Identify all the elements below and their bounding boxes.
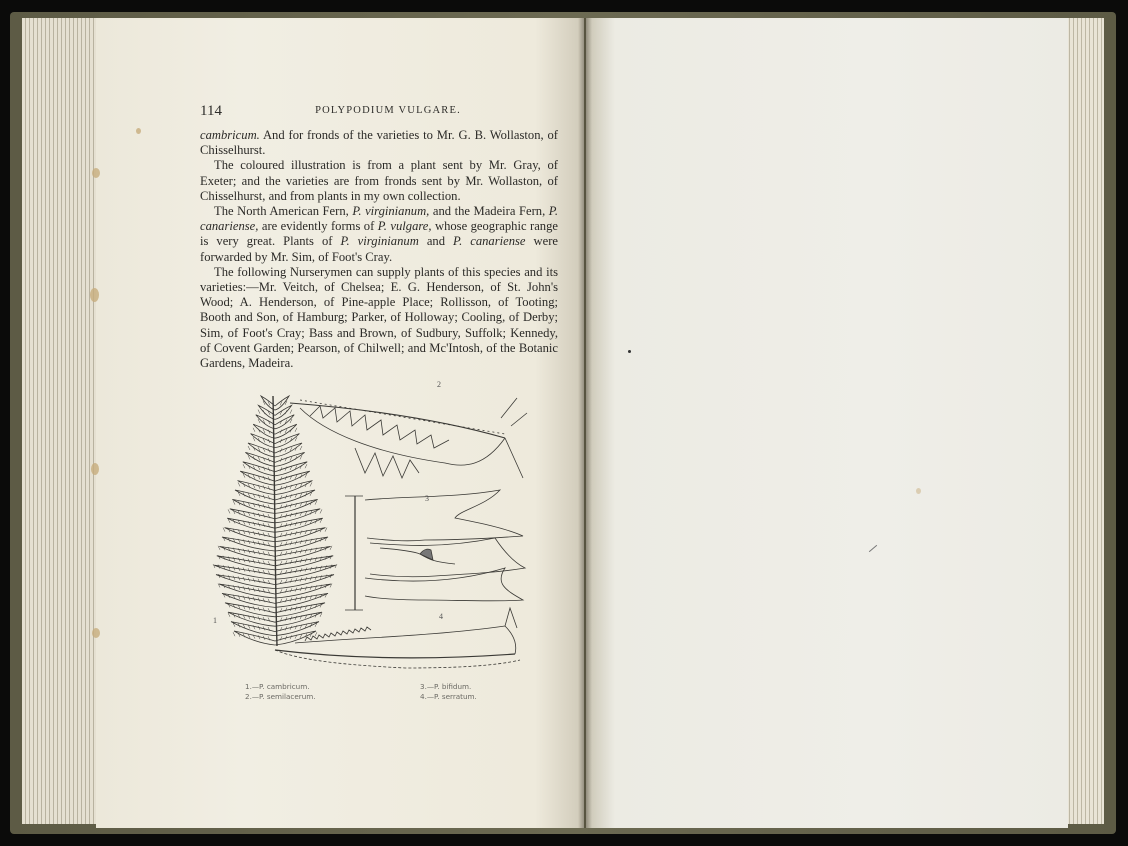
hatch-line — [263, 589, 265, 593]
hatch-line — [233, 501, 235, 505]
hatch-line — [233, 585, 235, 589]
hatch-line — [290, 494, 292, 498]
hatch-line — [315, 576, 317, 580]
hatch-line — [305, 464, 307, 468]
figure-number-4: 4 — [439, 612, 443, 621]
text-run: whose geographic range is very great. Plants of — [200, 219, 558, 249]
italic-text: P. virginianum — [340, 234, 419, 249]
pinna — [275, 434, 299, 448]
hatch-line — [248, 531, 250, 535]
hatch-line — [325, 528, 327, 532]
pinna — [275, 443, 302, 457]
hatch-line — [238, 482, 240, 486]
italic-text: P. virginianum, — [352, 204, 430, 219]
text-run: were forwarded by Mr. Sim, of Foot's Cray. — [200, 234, 558, 264]
page-edges-left — [22, 18, 102, 824]
hatch-line — [290, 579, 292, 583]
hatch-line — [310, 482, 312, 486]
body-paragraph — [200, 128, 558, 158]
hatch-line — [228, 566, 230, 570]
hatch-line — [258, 485, 260, 489]
pinna — [231, 622, 275, 636]
hatch-line — [258, 410, 260, 414]
caption-3: 3.—P. bifidum. — [420, 682, 472, 691]
italic-text: P. canariense — [453, 234, 526, 249]
hatch-line — [285, 608, 287, 612]
hatch-line — [300, 446, 302, 450]
hatch-line — [285, 589, 287, 593]
caption-4: 4.—P. serratum. — [420, 692, 477, 701]
book-gutter — [578, 18, 592, 828]
hatch-line — [263, 467, 265, 471]
text-run: The North American Fern, — [214, 204, 353, 219]
hatch-line — [320, 566, 322, 570]
pinna — [240, 471, 275, 485]
foxing-spot — [136, 128, 141, 134]
hatch-line — [305, 596, 307, 600]
hatch-line — [285, 429, 287, 433]
hatch-line — [243, 596, 245, 600]
hatch-line — [325, 556, 327, 560]
hatch-line — [295, 512, 297, 516]
hatch-line — [285, 598, 287, 602]
foxing-spot — [91, 463, 99, 475]
foxing-spot — [90, 288, 99, 302]
hatch-line — [238, 548, 240, 552]
figure-number-2: 2 — [437, 380, 441, 389]
text-run: The coloured illustration is from a plant sent by Mr. Gray, of Exeter; and the varieties are from fronds sent by Mr. Wollaston, of Chisselhurst, and from plants in my own collection. — [200, 158, 558, 203]
hatch-line — [280, 495, 282, 499]
hatch-line — [315, 501, 317, 505]
hatch-line — [223, 528, 225, 532]
pinna — [217, 556, 275, 570]
hatch-line — [310, 548, 312, 552]
pinna — [275, 518, 323, 532]
text-run: and — [418, 234, 454, 249]
hatch-line — [243, 464, 245, 468]
hatch-line — [335, 564, 337, 568]
pinna — [230, 509, 275, 523]
hatch-line — [213, 564, 215, 568]
body-paragraph — [200, 204, 558, 265]
hatch-line — [295, 625, 297, 629]
hatch-line — [315, 632, 317, 636]
hatch-line — [243, 539, 245, 543]
hatch-line — [315, 557, 317, 561]
pinna — [275, 537, 328, 551]
pinna — [219, 546, 275, 560]
hatch-line — [285, 542, 287, 546]
hatch-line — [253, 475, 255, 479]
pinna — [275, 556, 333, 570]
italic-text: P. vulgare, — [377, 219, 432, 234]
hatch-line — [263, 551, 265, 555]
figure-number-1: 1 — [213, 616, 217, 625]
pinna — [275, 509, 320, 523]
pinna — [227, 518, 275, 532]
hatch-line — [295, 475, 297, 479]
caption-1: 1.—P. cambricum. — [245, 682, 310, 691]
hatch-line — [238, 586, 240, 590]
hatch-line — [263, 532, 265, 536]
foxing-spot — [916, 488, 921, 494]
hatch-line — [280, 486, 282, 490]
hatch-line — [268, 636, 270, 640]
hatch-line — [228, 509, 230, 513]
hatch-line — [263, 429, 265, 433]
hatch-line — [320, 509, 322, 513]
text-run: The following Nurserymen can supply plants of this species and its varieties:—Mr. Veitch, of Chelsea; E. G. Henderson, of St. John's Wood; A. Henderson, of Pine-apple Place; Rollisson, of Tooting; Booth and Son, of Hamburg; Parker, of Holloway; Cooling, of Derby; Sim, of Foot's Cray; Bass and Brown, of Sudbury, Suffolk; Kennedy, of Covent Garden; Pearson, of Chilwell; and Mc'Intosh, of the Botanic Gardens, Madeira. — [200, 264, 558, 371]
hatch-line — [300, 606, 302, 610]
hatch-line — [280, 636, 282, 640]
ink-mark — [869, 545, 877, 552]
pinna — [248, 443, 275, 457]
hatch-line — [248, 606, 250, 610]
hatch-line — [258, 457, 260, 461]
hatch-line — [233, 576, 235, 580]
hatch-line — [285, 467, 287, 471]
hatch-line — [290, 485, 292, 489]
text-run: are evidently forms of — [258, 219, 378, 234]
hatch-line — [233, 632, 235, 636]
hatch-line — [295, 616, 297, 620]
page-edges-right — [1066, 18, 1104, 824]
hatch-line — [300, 521, 302, 525]
hatch-line — [285, 551, 287, 555]
italic-text: P. canariense, — [200, 204, 558, 234]
italic-text: cambricum. — [200, 128, 260, 142]
hatch-line — [290, 560, 292, 564]
figure-number-3: 3 — [425, 494, 429, 503]
text-run: and the Madeira Fern, — [429, 204, 549, 219]
page-number: 114 — [200, 103, 222, 119]
figure-1-frond — [213, 396, 337, 646]
running-title: POLYPODIUM VULGARE. — [315, 105, 461, 116]
hatch-line — [248, 446, 250, 450]
hatch-line — [320, 575, 322, 579]
hatch-line — [290, 569, 292, 573]
hatch-line — [228, 575, 230, 579]
foxing-spot — [92, 168, 100, 178]
caption-2: 2.—P. semilacerum. — [245, 692, 316, 701]
hatch-line — [233, 557, 235, 561]
figure-3-frond — [345, 490, 525, 610]
hatch-line — [243, 633, 245, 637]
hatch-line — [253, 625, 255, 629]
figure-2-frond — [290, 398, 527, 478]
pinna — [275, 462, 307, 476]
hatch-line — [295, 428, 297, 432]
hatch-line — [268, 505, 270, 509]
hatch-line — [268, 486, 270, 490]
hatch-line — [258, 560, 260, 564]
fern-drawing — [205, 378, 535, 670]
ink-speck — [628, 350, 631, 353]
pinna — [243, 462, 275, 476]
pinna — [222, 537, 275, 551]
hatch-line — [223, 556, 225, 560]
hatch-line — [305, 539, 307, 543]
hatch-line — [268, 495, 270, 499]
hatch-line — [263, 598, 265, 602]
hatch-line — [263, 542, 265, 546]
hatch-line — [290, 410, 292, 414]
hatch-line — [233, 548, 235, 552]
hatch-line — [258, 569, 260, 573]
body-paragraph — [200, 158, 558, 204]
pinna — [275, 622, 319, 636]
text-run: And for fronds of the varieties to Mr. G. B. Wollaston, of Chisselhurst. — [200, 128, 558, 158]
hatch-line — [258, 494, 260, 498]
body-text — [200, 128, 558, 371]
hatch-line — [258, 579, 260, 583]
hatch-line — [310, 586, 312, 590]
hatch-line — [253, 512, 255, 516]
foxing-spot — [92, 628, 100, 638]
pinna — [251, 434, 275, 448]
figure-captions — [245, 682, 525, 712]
hatch-line — [253, 616, 255, 620]
hatch-line — [253, 428, 255, 432]
hatch-line — [315, 585, 317, 589]
right-page — [586, 18, 1068, 828]
pinna — [275, 546, 331, 560]
hatch-line — [263, 608, 265, 612]
hatch-line — [285, 532, 287, 536]
hatch-line — [300, 531, 302, 535]
hatch-line — [290, 457, 292, 461]
hatch-line — [280, 505, 282, 509]
hatch-line — [315, 548, 317, 552]
body-paragraph — [200, 265, 558, 371]
fern-illustration — [205, 378, 535, 670]
pinna — [275, 471, 310, 485]
running-head — [200, 103, 558, 121]
hatch-line — [248, 521, 250, 525]
